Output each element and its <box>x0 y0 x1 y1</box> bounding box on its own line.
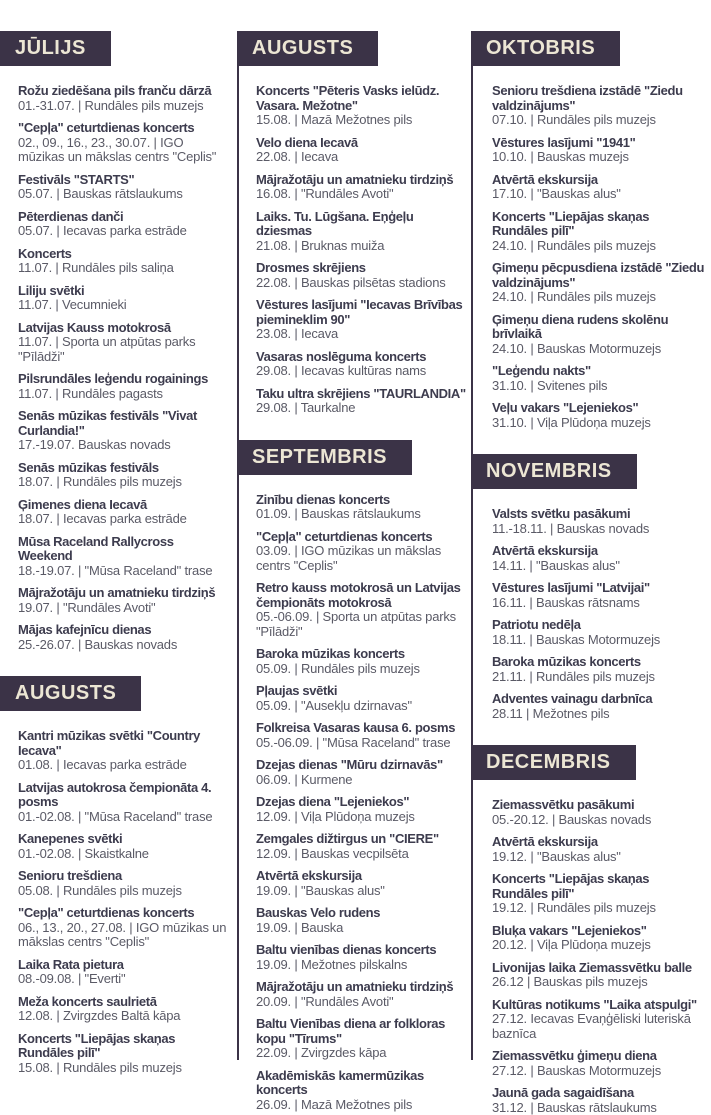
event-date-venue: 05.-06.09. | Sporta un atpūtas parks "Pīlādži" <box>256 610 466 639</box>
event-item <box>492 507 706 536</box>
event-item <box>18 461 228 490</box>
event-item <box>18 781 228 825</box>
calendar-column-2 <box>237 0 471 1080</box>
event-title: Livonijas laika Ziemassvētku balle <box>492 961 706 976</box>
event-date-venue: 18.11. | Bauskas Motormuzejs <box>492 633 706 648</box>
event-title: Laika Rata pietura <box>18 958 228 973</box>
event-date-venue: 27.12. | Bauskas Motormuzejs <box>492 1064 706 1079</box>
event-date-venue: 20.12. | Viļa Plūdoņa muzejs <box>492 938 706 953</box>
event-date-venue: 31.12. | Bauskas rātslaukums <box>492 1101 706 1115</box>
event-title: Koncerts <box>18 247 228 262</box>
event-title: Vasaras noslēguma koncerts <box>256 350 466 365</box>
event-title: Velo diena Iecavā <box>256 136 466 151</box>
month-header: DECEMBRIS <box>471 745 636 780</box>
event-date-venue: 11.07. | Rundāles pils saliņa <box>18 261 228 276</box>
month-header: JŪLIJS <box>0 31 111 66</box>
event-title: Baltu vienības dienas koncerts <box>256 943 466 958</box>
event-item <box>256 721 466 750</box>
event-title: Veļu vakars "Lejeniekos" <box>492 401 706 416</box>
event-item <box>18 173 228 202</box>
column-divider <box>471 31 473 1060</box>
event-title: Festivāls "STARTS" <box>18 173 228 188</box>
event-title: Senioru trešdiena <box>18 869 228 884</box>
event-item <box>256 84 466 128</box>
event-date-venue: 19.09. | "Bauskas alus" <box>256 884 466 899</box>
event-title: Adventes vainagu darbnīca <box>492 692 706 707</box>
event-item <box>492 581 706 610</box>
event-date-venue: 15.08. | Mazā Mežotnes pils <box>256 113 466 128</box>
event-item <box>18 247 228 276</box>
event-date-venue: 15.08. | Rundāles pils muzejs <box>18 1061 228 1076</box>
event-date-venue: 07.10. | Rundāles pils muzejs <box>492 113 706 128</box>
event-item <box>492 1049 706 1078</box>
event-date-venue: 31.10. | Svitenes pils <box>492 379 706 394</box>
event-item <box>492 84 706 128</box>
event-item <box>256 832 466 861</box>
event-item <box>256 173 466 202</box>
event-date-venue: 05.08. | Rundāles pils muzejs <box>18 884 228 899</box>
event-date-venue: 05.-20.12. | Bauskas novads <box>492 813 706 828</box>
event-title: Dzejas dienas "Mūru dzirnavās" <box>256 758 466 773</box>
event-title: Mūsa Raceland Rallycross Weekend <box>18 535 228 564</box>
event-title: Bauskas Velo rudens <box>256 906 466 921</box>
event-item <box>492 261 706 305</box>
event-item <box>18 958 228 987</box>
month-section <box>492 438 706 721</box>
event-title: Kantri mūzikas svētki "Country Iecava" <box>18 729 228 758</box>
event-item <box>18 321 228 365</box>
event-title: Jaunā gada sagaidīšana <box>492 1086 706 1101</box>
event-date-venue: 06., 13., 20., 27.08. | IGO mūzikas un mākslas centrs "Ceplis" <box>18 921 228 950</box>
month-section <box>492 31 706 430</box>
event-item <box>492 835 706 864</box>
event-date-venue: 26.09. | Mazā Mežotnes pils <box>256 1098 466 1113</box>
event-date-venue: 19.12. | Rundāles pils muzejs <box>492 901 706 916</box>
event-date-venue: 01.-31.07. | Rundāles pils muzejs <box>18 99 228 114</box>
event-item <box>256 906 466 935</box>
event-title: Mājražotāju un amatnieku tirdziņš <box>256 173 466 188</box>
event-date-venue: 27.12. Iecavas Evaņģēliski luteriskā baznīca <box>492 1012 706 1041</box>
event-item <box>492 692 706 721</box>
event-title: Ziemassvētku ģimeņu diena <box>492 1049 706 1064</box>
event-item <box>256 530 466 574</box>
event-item <box>18 729 228 773</box>
event-date-venue: 03.09. | IGO mūzikas un mākslas centrs "Ceplis" <box>256 544 466 573</box>
event-item <box>256 136 466 165</box>
event-date-venue: 21.11. | Rundāles pils muzejs <box>492 670 706 685</box>
event-title: Dzejas diena "Lejeniekos" <box>256 795 466 810</box>
event-item <box>492 872 706 916</box>
event-item <box>256 298 466 342</box>
event-date-venue: 20.09. | "Rundāles Avoti" <box>256 995 466 1010</box>
event-title: Patriotu nedēļa <box>492 618 706 633</box>
event-title: Kultūras notikums "Laika atspulgi" <box>492 998 706 1013</box>
event-item <box>256 581 466 639</box>
event-title: Pēterdienas danči <box>18 210 228 225</box>
event-title: Bluķa vakars "Lejeniekos" <box>492 924 706 939</box>
event-date-venue: 17.10. | "Bauskas alus" <box>492 187 706 202</box>
event-item <box>256 647 466 676</box>
event-date-venue: 22.08. | Bauskas pilsētas stadions <box>256 276 466 291</box>
event-item <box>256 210 466 254</box>
month-section <box>18 660 228 1075</box>
event-title: Akadēmiskās kamermūzikas koncerts <box>256 1069 466 1098</box>
event-date-venue: 19.12. | "Bauskas alus" <box>492 850 706 865</box>
event-date-venue: 31.10. | Viļa Plūdoņa muzejs <box>492 416 706 431</box>
event-date-venue: 28.11 | Mežotnes pils <box>492 707 706 722</box>
event-item <box>18 869 228 898</box>
event-date-venue: 19.09. | Bauska <box>256 921 466 936</box>
event-title: Koncerts "Liepājas skaņas Rundāles pilī" <box>18 1032 228 1061</box>
event-title: Ziemassvētku pasākumi <box>492 798 706 813</box>
event-item <box>492 961 706 990</box>
event-item <box>492 401 706 430</box>
event-item <box>18 284 228 313</box>
event-date-venue: 10.10. | Bauskas muzejs <box>492 150 706 165</box>
event-item <box>256 350 466 379</box>
event-date-venue: 16.08. | "Rundāles Avoti" <box>256 187 466 202</box>
event-item <box>256 684 466 713</box>
event-date-venue: 01.09. | Bauskas rātslaukums <box>256 507 466 522</box>
event-title: Baroka mūzikas koncerts <box>256 647 466 662</box>
event-title: Drosmes skrējiens <box>256 261 466 276</box>
event-item <box>492 313 706 357</box>
event-date-venue: 01.-02.08. | Skaistkalne <box>18 847 228 862</box>
event-title: Pļaujas svētki <box>256 684 466 699</box>
event-title: Baroka mūzikas koncerts <box>492 655 706 670</box>
month-section <box>256 424 466 1113</box>
month-header: SEPTEMBRIS <box>237 440 412 475</box>
event-title: Koncerts "Liepājas skaņas Rundāles pilī" <box>492 872 706 901</box>
event-item <box>256 387 466 416</box>
event-title: "Cepļa" ceturtdienas koncerts <box>256 530 466 545</box>
event-item <box>18 623 228 652</box>
event-item <box>18 1032 228 1076</box>
event-date-venue: 05.09. | Rundāles pils muzejs <box>256 662 466 677</box>
event-title: Atvērtā ekskursija <box>492 835 706 850</box>
event-date-venue: 26.12 | Bauskas pils muzejs <box>492 975 706 990</box>
event-item <box>18 121 228 165</box>
event-title: Liliju svētki <box>18 284 228 299</box>
event-title: Zemgales dižtirgus un "CIERE" <box>256 832 466 847</box>
event-date-venue: 29.08. | Iecavas kultūras nams <box>256 364 466 379</box>
event-title: Vēstures lasījumi "1941" <box>492 136 706 151</box>
event-date-venue: 19.09. | Mežotnes pilskalns <box>256 958 466 973</box>
event-date-venue: 06.09. | Kurmene <box>256 773 466 788</box>
calendar-column-3 <box>471 0 711 1080</box>
event-date-venue: 12.09. | Bauskas vecpilsēta <box>256 847 466 862</box>
event-item <box>256 980 466 1009</box>
event-item <box>18 535 228 579</box>
event-title: Mājas kafejnīcu dienas <box>18 623 228 638</box>
event-title: "Cepļa" ceturtdienas koncerts <box>18 906 228 921</box>
event-item <box>256 1069 466 1113</box>
event-item <box>256 493 466 522</box>
event-date-venue: 11.-18.11. | Bauskas novads <box>492 522 706 537</box>
event-title: Atvērtā ekskursija <box>492 173 706 188</box>
event-title: Folkreisa Vasaras kausa 6. posms <box>256 721 466 736</box>
event-item <box>18 210 228 239</box>
event-date-venue: 02., 09., 16., 23., 30.07. | IGO mūzikas un mākslas centrs "Ceplis" <box>18 136 228 165</box>
month-header: AUGUSTS <box>0 676 141 711</box>
column-divider <box>237 31 239 1060</box>
event-date-venue: 01.08. | Iecavas parka estrāde <box>18 758 228 773</box>
event-item <box>18 84 228 113</box>
month-section <box>256 31 466 416</box>
event-title: Ģimenes diena Iecavā <box>18 498 228 513</box>
event-title: Ģimeņu pēcpusdiena izstādē "Ziedu valdzinājums" <box>492 261 706 290</box>
event-title: Taku ultra skrējiens "TAURLANDIA" <box>256 387 466 402</box>
event-title: Latvijas autokrosa čempionāta 4. posms <box>18 781 228 810</box>
event-date-venue: 22.08. | Iecava <box>256 150 466 165</box>
event-date-venue: 23.08. | Iecava <box>256 327 466 342</box>
event-date-venue: 16.11. | Bauskas rātsnams <box>492 596 706 611</box>
event-date-venue: 05.-06.09. | "Mūsa Raceland" trase <box>256 736 466 751</box>
event-item <box>256 758 466 787</box>
event-title: Mājražotāju un amatnieku tirdziņš <box>256 980 466 995</box>
event-item <box>492 655 706 684</box>
event-date-venue: 22.09. | Zvirgzdes kāpa <box>256 1046 466 1061</box>
event-title: Senās mūzikas festivāls <box>18 461 228 476</box>
event-item <box>18 995 228 1024</box>
event-item <box>492 924 706 953</box>
event-item <box>492 998 706 1042</box>
event-date-venue: 05.07. | Bauskas rātslaukums <box>18 187 228 202</box>
event-title: Baltu Vienības diena ar folkloras kopu "Tīrums" <box>256 1017 466 1046</box>
event-date-venue: 24.10. | Bauskas Motormuzejs <box>492 342 706 357</box>
event-item <box>492 173 706 202</box>
event-title: Atvērtā ekskursija <box>492 544 706 559</box>
event-date-venue: 08.-09.08. | "Everti" <box>18 972 228 987</box>
event-date-venue: 18.07. | Rundāles pils muzejs <box>18 475 228 490</box>
event-date-venue: 05.09. | "Ausekļu dzirnavas" <box>256 699 466 714</box>
event-date-venue: 29.08. | Taurkalne <box>256 401 466 416</box>
event-title: Meža koncerts saulrietā <box>18 995 228 1010</box>
event-item <box>256 261 466 290</box>
event-title: Laiks. Tu. Lūgšana. Eņģeļu dziesmas <box>256 210 466 239</box>
event-item <box>256 943 466 972</box>
month-header: AUGUSTS <box>237 31 378 66</box>
event-date-venue: 05.07. | Iecavas parka estrāde <box>18 224 228 239</box>
event-date-venue: 24.10. | Rundāles pils muzejs <box>492 290 706 305</box>
event-title: Senioru trešdiena izstādē "Ziedu valdzinājums" <box>492 84 706 113</box>
event-date-venue: 11.07. | Vecumnieki <box>18 298 228 313</box>
event-title: Mājražotāju un amatnieku tirdziņš <box>18 586 228 601</box>
calendar-column-1 <box>0 0 237 1080</box>
event-date-venue: 19.07. | "Rundāles Avoti" <box>18 601 228 616</box>
event-item <box>492 364 706 393</box>
event-date-venue: 21.08. | Bruknas muiža <box>256 239 466 254</box>
event-title: Senās mūzikas festivāls "Vivat Curlandia!" <box>18 409 228 438</box>
event-date-venue: 14.11. | "Bauskas alus" <box>492 559 706 574</box>
event-date-venue: 12.09. | Viļa Plūdoņa muzejs <box>256 810 466 825</box>
event-title: Koncerts "Pēteris Vasks ielūdz. Vasara. Mežotne" <box>256 84 466 113</box>
month-section <box>18 31 228 652</box>
event-item <box>18 906 228 950</box>
event-title: Zinību dienas koncerts <box>256 493 466 508</box>
event-title: "Leģendu nakts" <box>492 364 706 379</box>
event-item <box>256 869 466 898</box>
month-header: NOVEMBRIS <box>471 454 637 489</box>
event-title: Pilsrundāles leģendu rogainings <box>18 372 228 387</box>
event-title: Latvijas Kauss motokrosā <box>18 321 228 336</box>
event-date-venue: 01.-02.08. | "Mūsa Raceland" trase <box>18 810 228 825</box>
event-item <box>492 136 706 165</box>
event-date-venue: 11.07. | Rundāles pagasts <box>18 387 228 402</box>
event-date-venue: 25.-26.07. | Bauskas novads <box>18 638 228 653</box>
month-header: OKTOBRIS <box>471 31 620 66</box>
event-title: Rožu ziedēšana pils franču dārzā <box>18 84 228 99</box>
event-item <box>492 618 706 647</box>
event-item <box>492 1086 706 1115</box>
event-title: Koncerts "Liepājas skaņas Rundāles pilī" <box>492 210 706 239</box>
event-title: Retro kauss motokrosā un Latvijas čempionāts motokrosā <box>256 581 466 610</box>
event-item <box>492 210 706 254</box>
event-item <box>256 795 466 824</box>
event-item <box>18 409 228 453</box>
event-title: Atvērtā ekskursija <box>256 869 466 884</box>
event-item <box>256 1017 466 1061</box>
event-title: Vēstures lasījumi "Iecavas Brīvības piemineklim 90" <box>256 298 466 327</box>
event-date-venue: 24.10. | Rundāles pils muzejs <box>492 239 706 254</box>
event-date-venue: 11.07. | Sporta un atpūtas parks "Pīlādži" <box>18 335 228 364</box>
event-title: Kanepenes svētki <box>18 832 228 847</box>
event-item <box>18 832 228 861</box>
event-date-venue: 12.08. | Zvirgzdes Baltā kāpa <box>18 1009 228 1024</box>
event-item <box>18 372 228 401</box>
month-section <box>492 729 706 1115</box>
event-item <box>492 798 706 827</box>
event-date-venue: 18.07. | Iecavas parka estrāde <box>18 512 228 527</box>
event-item <box>18 498 228 527</box>
event-date-venue: 18.-19.07. | "Mūsa Raceland" trase <box>18 564 228 579</box>
event-item <box>492 544 706 573</box>
event-title: Ģimeņu diena rudens skolēnu brīvlaikā <box>492 313 706 342</box>
event-title: Valsts svētku pasākumi <box>492 507 706 522</box>
event-title: "Cepļa" ceturtdienas koncerts <box>18 121 228 136</box>
event-date-venue: 17.-19.07. Bauskas novads <box>18 438 228 453</box>
event-item <box>18 586 228 615</box>
event-title: Vēstures lasījumi "Latvijai" <box>492 581 706 596</box>
